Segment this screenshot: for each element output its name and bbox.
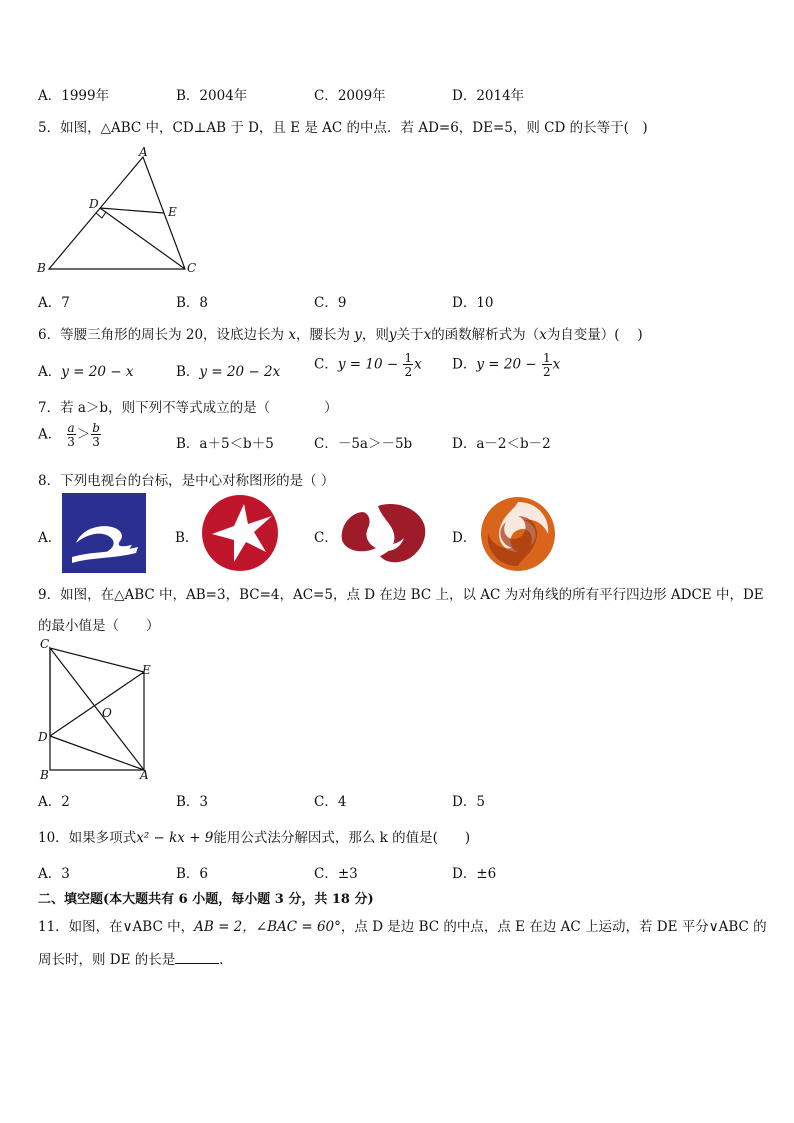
q7-option-c: C．－5a＞－5b [314, 436, 413, 452]
q9-label-a: A [140, 768, 149, 782]
q5-label-b: B [37, 261, 46, 275]
q8-logo-a-icon [62, 493, 146, 573]
q5-label-a: A [139, 146, 148, 159]
q5-triangle-figure [34, 146, 204, 280]
q4-option-a: A．1999年 [38, 88, 110, 104]
q8-logo-c-icon [338, 498, 428, 570]
q7-option-a: A． $\frac{a}{3}$ ＞ $\frac{b}{3}$ [38, 421, 100, 449]
q4-options [38, 84, 738, 104]
q9-label-o: O [102, 706, 112, 720]
q8-label-b: B． [175, 530, 199, 546]
q10-text: 10．如果多项式x² − kx + 9能用公式法分解因式，那么 k 的值是( ) [38, 830, 471, 846]
q7-options [38, 422, 738, 458]
q7-option-d: D．a－2＜b－2 [452, 436, 551, 452]
q9-label-d: D [38, 730, 48, 744]
q5-label-c: C [187, 261, 197, 275]
q8-logo-b-icon [200, 494, 280, 572]
q9-segment-de [50, 672, 144, 736]
q6-text: 6．等腰三角形的周长为 20，设底边长为 x，腰长为 y，则y关于x的函数解析式为（x为自变量）( ) [38, 327, 643, 343]
q9-option-c: C．4 [314, 794, 347, 810]
q8-label-d: D． [452, 530, 477, 546]
q8-logo-d-icon [478, 494, 558, 574]
q11-text-line2: 周长时，则 DE 的长是 ． [38, 952, 233, 968]
q9-option-a: A．2 [38, 794, 70, 810]
q5-segment-de [100, 208, 164, 213]
q9-label-c: C [40, 637, 50, 651]
q9-text-line1: 9．如图，在△ABC 中，AB=3，BC=4，AC=5，点 D 在边 BC 上，以 AC 为对角线的所有平行四边形 ADCE 中，DE [38, 587, 764, 603]
q4-option-d: D．2014年 [452, 88, 525, 104]
q7-option-b: B．a＋5＜b＋5 [176, 436, 274, 452]
q6-options [38, 352, 738, 388]
q10-option-b: B．6 [176, 866, 209, 882]
q11-answer-blank[interactable] [175, 951, 219, 964]
q6-option-a: A．y = 20 − x [38, 364, 134, 380]
q9-text-line2: 的最小值是（ ） [38, 618, 160, 634]
q4-option-c: C．2009年 [314, 88, 386, 104]
q5-right-angle-mark [96, 212, 106, 218]
q10-option-d: D．±6 [452, 866, 497, 882]
q5-option-c: C．9 [314, 295, 347, 311]
q9-label-e: E [142, 663, 151, 677]
q8-label-a: A． [38, 530, 62, 546]
q5-option-b: B．8 [176, 295, 209, 311]
q4-option-b: B．2004年 [176, 88, 248, 104]
section-2-heading: 二、填空题(本大题共有 6 小题，每小题 3 分，共 18 分) [38, 892, 374, 907]
q5-text: 5．如图，△ABC 中，CD⊥AB 于 D，且 E 是 AC 的中点．若 AD=6，DE=5，则 CD 的长等于( ) [38, 120, 648, 136]
q11-text-line1: 11．如图，在∨ABC 中，AB = 2，∠BAC = 60°，点 D 是边 BC 的中点，点 E 在边 AC 上运动，若 DE 平分∨ABC 的 [38, 919, 767, 935]
q5-option-d: D．10 [452, 295, 494, 311]
q5-option-a: A．7 [38, 295, 70, 311]
q10-option-c: C．±3 [314, 866, 358, 882]
q5-label-d: D [89, 197, 99, 211]
q9-option-b: B．3 [176, 794, 209, 810]
q6-option-b: B．y = 20 − 2x [176, 364, 281, 380]
q9-option-d: D．5 [452, 794, 485, 810]
q5-label-e: E [168, 205, 177, 219]
q8-label-c: C． [314, 530, 338, 546]
q5-triangle-abc [49, 157, 185, 269]
q6-option-d: D．y = 20 − $\frac{1}{2}$ x [452, 351, 561, 379]
q5-options [38, 291, 738, 311]
q10-option-a: A．3 [38, 866, 70, 882]
q9-options [38, 790, 738, 810]
q8-text: 8．下列电视台的台标，是中心对称图形的是（ ） [38, 473, 335, 489]
q9-triangle-abc [50, 648, 144, 770]
q7-text: 7．若 a＞b，则下列不等式成立的是（ ） [38, 400, 338, 416]
q9-label-b: B [40, 768, 49, 782]
q6-option-c: C．y = 10 − $\frac{1}{2}$ x [314, 351, 422, 379]
q10-options [38, 862, 738, 882]
q9-parallelogram-figure [34, 636, 164, 782]
